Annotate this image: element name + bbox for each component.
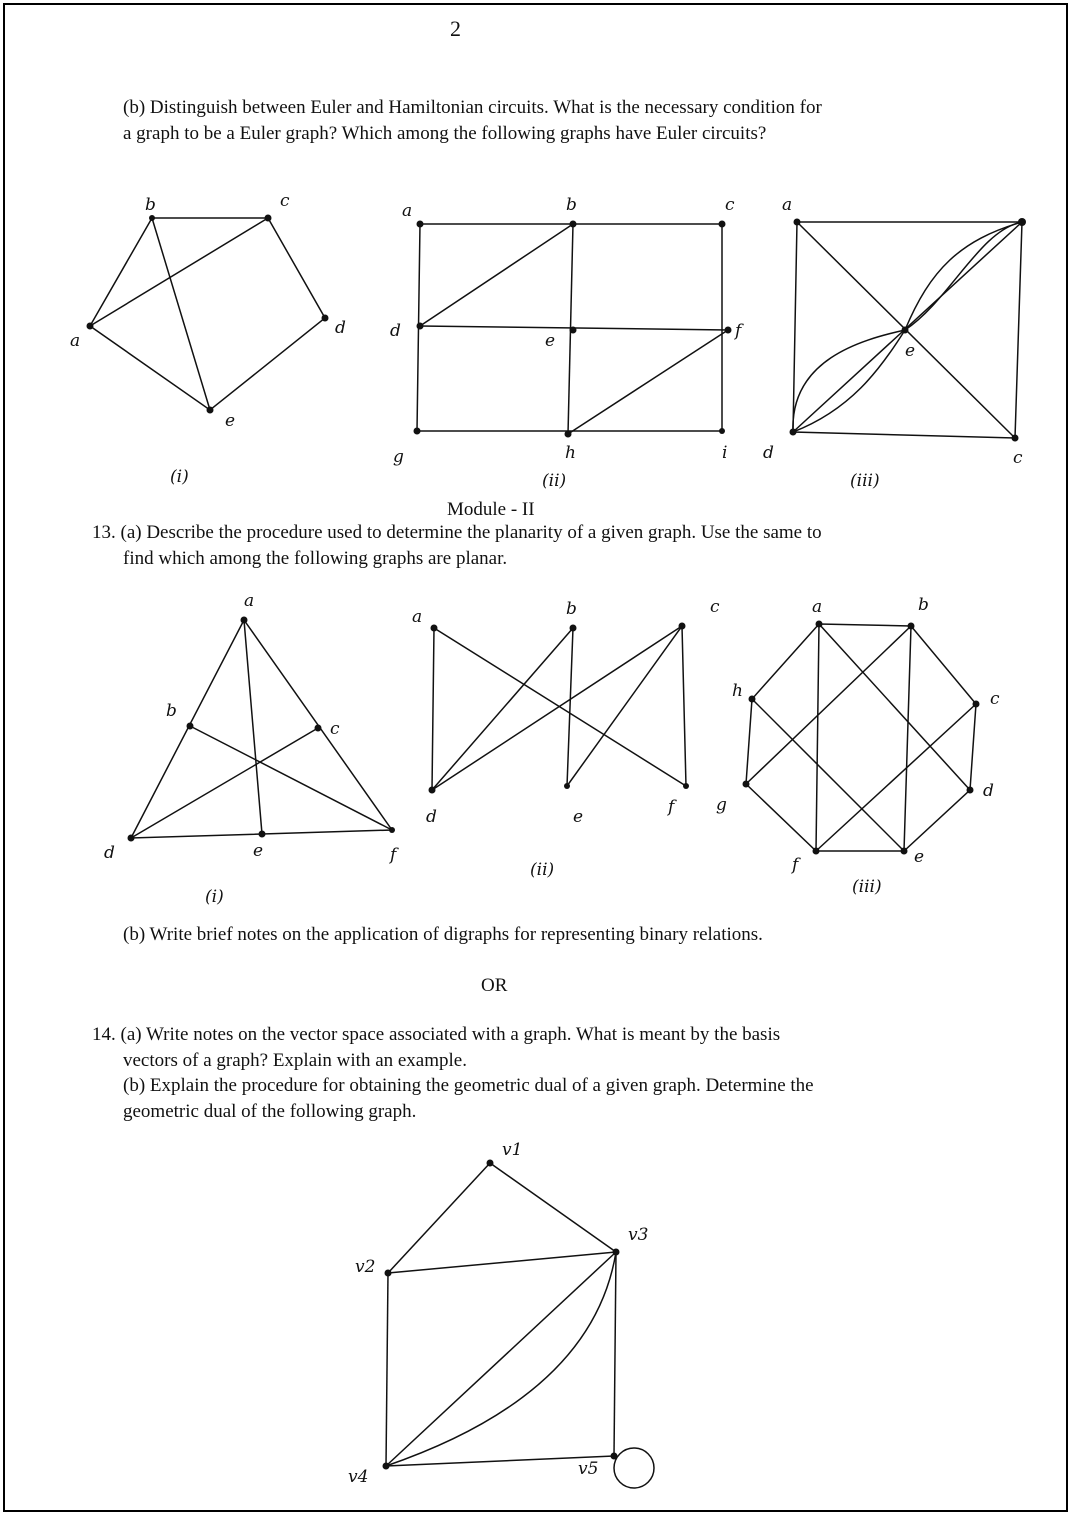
svg-text:g: g xyxy=(393,447,404,467)
svg-text:h: h xyxy=(732,681,743,701)
svg-text:c: c xyxy=(1013,448,1023,468)
q14a-line2: vectors of a graph? Explain with an example. xyxy=(123,1050,467,1071)
page-number: 2 xyxy=(450,16,461,41)
graph-13a-ii xyxy=(412,597,720,880)
svg-text:a: a xyxy=(402,201,413,221)
svg-text:(i): (i) xyxy=(205,887,224,907)
svg-text:(iii): (iii) xyxy=(850,471,880,491)
svg-text:a: a xyxy=(70,331,81,351)
svg-text:d: d xyxy=(983,781,994,801)
q13a-line1: 13. (a) Describe the procedure used to determine the planarity of a given graph. Use the same to xyxy=(92,522,822,543)
graph-14b xyxy=(348,1140,654,1488)
graph-12b-i xyxy=(70,191,346,487)
svg-text:e: e xyxy=(225,411,236,431)
graph-12b-iii xyxy=(763,195,1026,491)
svg-text:c: c xyxy=(330,719,340,739)
svg-text:a: a xyxy=(812,597,823,617)
svg-text:b: b xyxy=(566,195,577,215)
svg-text:h: h xyxy=(565,443,576,463)
svg-text:v5: v5 xyxy=(578,1459,599,1479)
svg-text:d: d xyxy=(426,807,437,827)
svg-text:d: d xyxy=(763,443,774,463)
svg-text:g: g xyxy=(716,795,727,815)
svg-text:e: e xyxy=(914,847,925,867)
svg-text:c: c xyxy=(990,689,1000,709)
svg-text:b: b xyxy=(566,599,577,619)
svg-text:e: e xyxy=(253,841,264,861)
q12b-line2: a graph to be a Euler graph? Which among the following graphs have Euler circuits? xyxy=(123,123,767,144)
svg-text:v3: v3 xyxy=(628,1225,649,1245)
svg-text:a: a xyxy=(244,591,255,611)
svg-text:v4: v4 xyxy=(348,1467,369,1487)
svg-text:f: f xyxy=(735,321,742,341)
svg-text:e: e xyxy=(905,341,916,361)
svg-text:(iii): (iii) xyxy=(852,877,882,897)
q12b-line1: (b) Distinguish between Euler and Hamiltonian circuits. What is the necessary condition for xyxy=(123,97,822,118)
svg-text:f: f xyxy=(668,797,675,817)
q14a-line1: 14. (a) Write notes on the vector space associated with a graph. What is meant by the basis xyxy=(92,1024,781,1045)
svg-text:(i): (i) xyxy=(170,467,189,487)
svg-text:c: c xyxy=(710,597,720,617)
svg-text:(ii): (ii) xyxy=(542,471,567,491)
graph-13a-iii xyxy=(716,595,1000,897)
svg-text:e: e xyxy=(545,331,556,351)
svg-text:f: f xyxy=(390,845,397,865)
svg-text:b: b xyxy=(166,701,177,721)
svg-text:b: b xyxy=(918,595,929,615)
svg-text:b: b xyxy=(145,195,156,215)
q14b-line2: geometric dual of the following graph. xyxy=(123,1101,417,1122)
svg-text:v1: v1 xyxy=(502,1140,523,1160)
svg-text:c: c xyxy=(725,195,735,215)
svg-text:a: a xyxy=(412,607,423,627)
graph-13a-i xyxy=(104,591,399,907)
svg-text:d: d xyxy=(335,318,346,338)
svg-text:f: f xyxy=(792,855,799,875)
graph-12b-ii xyxy=(390,195,744,491)
svg-text:d: d xyxy=(104,843,115,863)
or-separator: OR xyxy=(481,975,508,996)
svg-text:d: d xyxy=(390,321,401,341)
q13a-line2: find which among the following graphs are planar. xyxy=(123,548,508,569)
q13b-text: (b) Write brief notes on the application of digraphs for representing binary relations. xyxy=(123,924,763,945)
module-heading: Module - II xyxy=(447,499,535,520)
svg-text:e: e xyxy=(573,807,584,827)
svg-text:(ii): (ii) xyxy=(530,860,555,880)
svg-text:c: c xyxy=(280,191,290,211)
svg-text:i: i xyxy=(722,443,728,463)
svg-text:v2: v2 xyxy=(355,1257,376,1277)
svg-text:a: a xyxy=(782,195,793,215)
q14b-line1: (b) Explain the procedure for obtaining the geometric dual of a given graph. Determine the xyxy=(123,1075,814,1096)
